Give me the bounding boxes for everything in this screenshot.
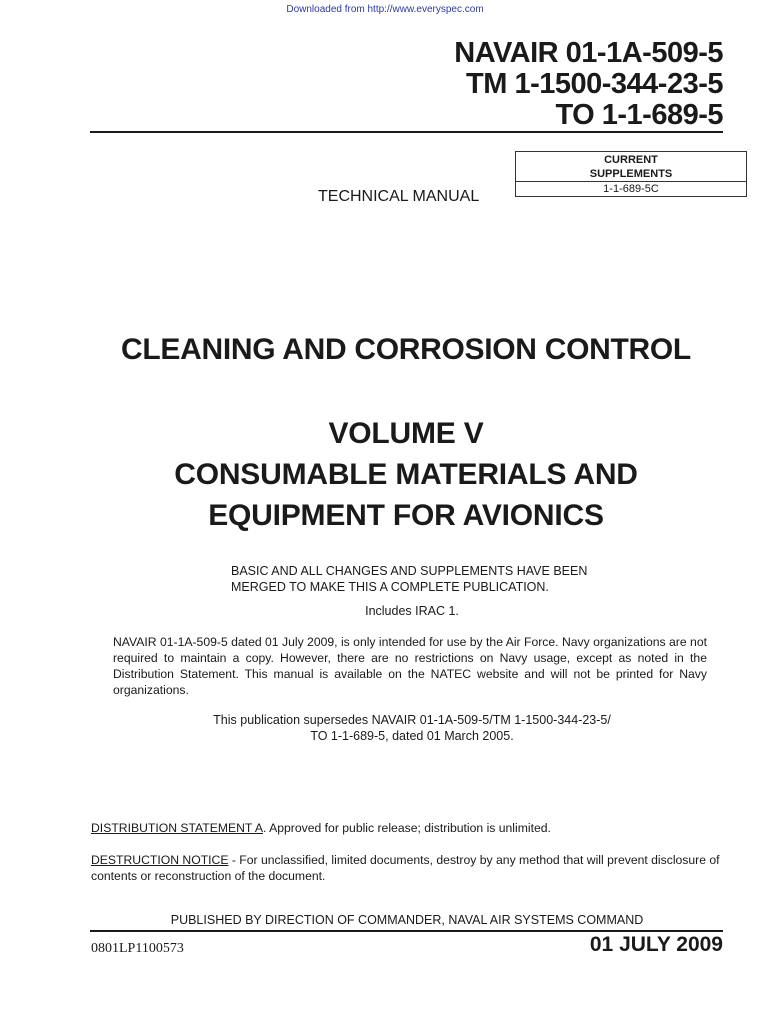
supplements-box — [515, 151, 747, 197]
top-rule — [90, 131, 723, 133]
bottom-rule — [90, 930, 723, 932]
volume-subtitle-line2: EQUIPMENT FOR AVIONICS — [208, 499, 604, 532]
destruction-label: DESTRUCTION NOTICE — [91, 853, 229, 867]
supersedes-notice — [0, 712, 770, 744]
distribution-statement — [91, 821, 551, 835]
merged-notice — [231, 563, 587, 595]
destruction-notice — [91, 852, 724, 884]
to-number: TO 1-1-689-5 — [555, 99, 723, 131]
navair-number: NAVAIR 01-1A-509-5 — [454, 37, 723, 69]
supersedes-line2: TO 1-1-689-5, dated 01 March 2005. — [310, 729, 514, 743]
volume-title — [0, 413, 770, 536]
supersedes-line1: This publication supersedes NAVAIR 01-1A-509-5/TM 1-1500-344-23-5/ — [213, 713, 611, 727]
destruction-text: - For unclassified, limited documents, destroy by any method that will prevent disclosure of contents or reconstruction of the document. — [91, 853, 720, 883]
distribution-label: DISTRIBUTION STATEMENT A — [91, 821, 263, 835]
download-source-link[interactable]: Downloaded from http://www.everyspec.com — [286, 4, 484, 15]
document-identifiers — [454, 38, 723, 131]
intended-use-paragraph: NAVAIR 01-1A-509-5 dated 01 July 2009, is only intended for use by the Air Force. Navy organizations are not required to maintain a copy. However, there are no restrictions on Navy usage, except as noted in the Distribution Statement. This manual is available on the NATEC website and will not be printed for Navy organizations. — [113, 635, 707, 697]
supplements-heading-line2: SUPPLEMENTS — [589, 168, 673, 180]
document-number: 0801LP1100573 — [91, 941, 184, 956]
publication-date: 01 JULY 2009 — [589, 933, 723, 956]
merged-notice-line2: MERGED TO MAKE THIS A COMPLETE PUBLICATION. — [231, 580, 549, 594]
irac-note: Includes IRAC 1. — [365, 604, 459, 618]
tm-number: TM 1-1500-344-23-5 — [466, 68, 723, 100]
distribution-text: . Approved for public release; distribution is unlimited. — [263, 821, 551, 835]
merged-notice-line1: BASIC AND ALL CHANGES AND SUPPLEMENTS HAVE BEEN — [231, 564, 588, 578]
published-by: PUBLISHED BY DIRECTION OF COMMANDER, NAVAL AIR SYSTEMS COMMAND — [170, 913, 644, 927]
supplements-heading-line1: CURRENT — [604, 154, 658, 166]
document-title: CLEANING AND CORROSION CONTROL — [121, 333, 691, 366]
supplement-item: 1-1-689-5C — [603, 183, 659, 195]
technical-manual-label: TECHNICAL MANUAL — [318, 188, 480, 205]
volume-subtitle-line1: CONSUMABLE MATERIALS AND — [174, 458, 638, 491]
volume-number: VOLUME V — [328, 417, 484, 450]
supplements-heading — [516, 152, 746, 182]
